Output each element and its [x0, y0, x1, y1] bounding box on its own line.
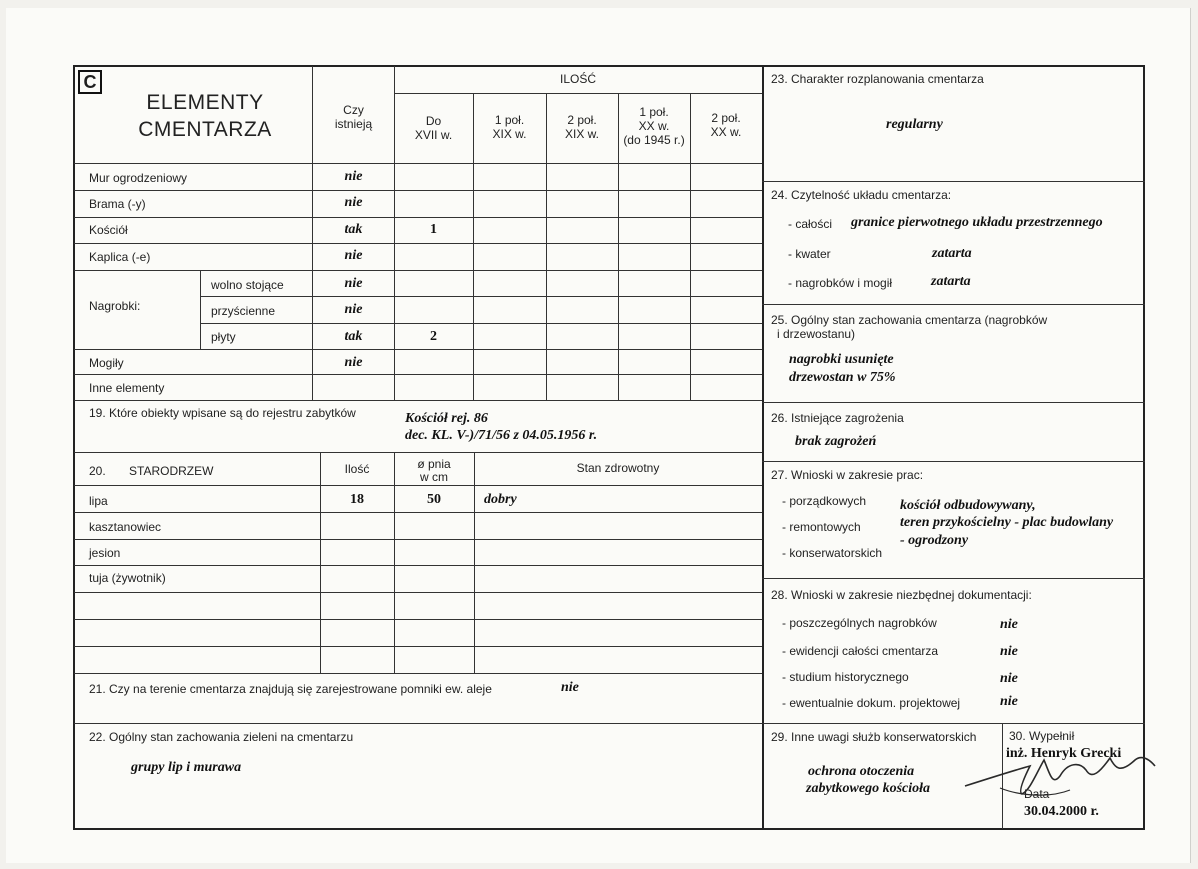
q30-name: inż. Henryk Grecki [1006, 746, 1122, 761]
row-line [74, 592, 762, 593]
col-line [394, 452, 395, 673]
q28-answer-studium: nie [1000, 671, 1018, 686]
row-label-kaplica: Kaplica (-e) [89, 250, 151, 264]
period-4-line1: 1 poł. [639, 105, 669, 119]
row-line [762, 578, 1145, 579]
q27-answer-line2: teren przykościelny - plac budowlany [900, 515, 1114, 530]
row-label-mogily: Mogiły [89, 356, 124, 370]
row-line [74, 452, 762, 453]
tree-name-jesion: jesion [89, 546, 121, 560]
row-line [74, 270, 762, 271]
q20-col-stan: Stan zdrowotny [576, 461, 660, 475]
q30-date-label: Data [1024, 787, 1050, 801]
q27-label: 27. Wnioski w zakresie prac: [771, 468, 924, 482]
q25-label-line1: 25. Ogólny stan zachowania cmentarza (nagrobków [771, 313, 1048, 327]
col-line [320, 452, 321, 673]
q27-answer-line3: - ogrodzony [900, 533, 969, 548]
row-line [762, 402, 1145, 403]
q22-answer: grupy lip i murawa [131, 760, 242, 775]
row-line [74, 512, 762, 513]
q23-answer: regularny [886, 117, 943, 132]
q20-number: 20. [89, 464, 106, 478]
answer-czy-kosciol: tak [344, 222, 363, 237]
row-line [74, 217, 762, 218]
period-1-line1: Do [425, 114, 442, 128]
q23-label: 23. Charakter rozplanowania cmentarza [771, 72, 984, 86]
q24-item-calosci: - całości [788, 217, 833, 231]
q28-answer-nagrobkow: nie [1000, 617, 1018, 632]
q21-answer: nie [561, 680, 579, 695]
q27-item-porzadkowych: - porządkowych [782, 494, 867, 508]
q19-label: 19. Które obiekty wpisane są do rejestru zabytków [89, 406, 356, 420]
answer-czy-mogily: nie [344, 355, 363, 370]
period-2-line1: 1 poł. [494, 113, 525, 127]
q27-item-konserwatorskich: - konserwatorskich [782, 546, 883, 560]
answer-czy-kaplica: nie [344, 248, 363, 263]
form-frame [73, 65, 1145, 830]
row-line [74, 646, 762, 647]
period-2-line2: XIX w. [492, 127, 527, 141]
q28-answer-projektowej: nie [1000, 694, 1018, 709]
q30-date: 30.04.2000 r. [1024, 804, 1099, 819]
q28-answer-ewidencji: nie [1000, 644, 1018, 659]
row-label-wolno-stojace: wolno stojące [211, 278, 284, 292]
section-title-line1: ELEMENTY [146, 91, 264, 114]
q24-answer-calosci: granice pierwotnego układu przestrzennego [851, 215, 1103, 230]
q22-label: 22. Ogólny stan zachowania zieleni na cmentarzu [89, 730, 354, 744]
q28-item-nagrobkow: - poszczególnych nagrobków [782, 616, 937, 630]
q27-item-remontowych: - remontowych [782, 520, 861, 534]
period-4-line3: (do 1945 r.) [623, 133, 685, 147]
period-4-line2: XX w. [638, 119, 670, 133]
answer-czy-plyty: tak [344, 329, 363, 344]
q24-item-kwater: - kwater [788, 247, 831, 261]
period-3-line2: XIX w. [564, 127, 599, 141]
q24-answer-nagrobkow: zatarta [931, 274, 971, 289]
row-label-nagrobki: Nagrobki: [89, 299, 141, 313]
col-line [690, 93, 691, 400]
row-line [74, 673, 762, 674]
tree-stan-lipa: dobry [484, 492, 517, 507]
row-line [394, 93, 762, 94]
period-5-line1: 2 poł. [711, 111, 741, 125]
row-line [762, 461, 1145, 462]
row-label-plyty: płyty [211, 330, 236, 344]
col-czy-line1: Czy [343, 103, 364, 117]
row-line [74, 400, 762, 401]
tree-name-lipa: lipa [89, 494, 108, 508]
row-line [74, 349, 762, 350]
row-label-przyscienne: przyścienne [211, 304, 276, 318]
q25-answer-line2: drzewostan w 75% [789, 370, 896, 385]
qty-plyty: 2 [430, 329, 437, 344]
q28-label: 28. Wnioski w zakresie niezbędnej dokumentacji: [771, 588, 1032, 602]
answer-czy-brama: nie [344, 195, 363, 210]
tree-name-kasztanowiec: kasztanowiec [89, 520, 162, 534]
col-ilosc: ILOŚĆ [559, 72, 596, 86]
period-5-line2: XX w. [710, 125, 742, 139]
tree-ilosc-lipa: 18 [350, 492, 364, 507]
row-line [762, 181, 1145, 182]
q29-answer-line1: ochrona otoczenia [808, 764, 915, 779]
q24-label: 24. Czytelność układu cmentarza: [771, 188, 952, 202]
col-line [200, 270, 201, 349]
row-line [200, 323, 762, 324]
row-line [74, 539, 762, 540]
q29-label: 29. Inne uwagi służb konserwatorskich [771, 730, 977, 744]
row-line [74, 243, 762, 244]
q20-col-ilosc: Ilość [344, 462, 370, 476]
q28-item-studium: - studium historycznego [782, 670, 909, 684]
period-1-line2: XVII w. [414, 128, 453, 142]
tree-name-tuja: tuja (żywotnik) [89, 571, 166, 585]
row-line [762, 304, 1145, 305]
q27-answer-line1: kościół odbudowywany, [900, 498, 1036, 513]
row-line [200, 296, 762, 297]
q28-item-projektowej: - ewentualnie dokum. projektowej [782, 696, 961, 710]
answer-czy-przyscienne: nie [344, 302, 363, 317]
q25-answer-line1: nagrobki usunięte [789, 352, 894, 367]
period-3-line1: 2 poł. [567, 113, 597, 127]
q25-label-line2: i drzewostanu) [777, 327, 856, 341]
col-line [474, 452, 475, 673]
q28-item-ewidencji: - ewidencji całości cmentarza [782, 644, 939, 658]
q29-answer-line2: zabytkowego kościoła [806, 781, 931, 796]
col-czy-line2: istnieją [334, 117, 373, 131]
signature-graphic [960, 740, 1160, 802]
row-label-brama: Brama (-y) [89, 197, 146, 211]
q20-col-pnia-line1: ø pnia [417, 457, 451, 471]
answer-czy-wolno-stojace: nie [344, 276, 363, 291]
q24-item-nagrobkow: - nagrobków i mogił [788, 276, 893, 290]
row-label-inne: Inne elementy [89, 381, 165, 395]
row-line [74, 619, 762, 620]
q26-label: 26. Istniejące zagrożenia [771, 411, 904, 425]
tree-pien-lipa: 50 [427, 492, 441, 507]
row-line [74, 485, 762, 486]
row-line [74, 723, 1145, 724]
q20-col-pnia-line2: w cm [420, 470, 448, 484]
q21-label: 21. Czy na terenie cmentarza znajdują się zarejestrowane pomniki ew. aleje [89, 682, 492, 696]
row-label-mur: Mur ogrodzeniowy [89, 171, 188, 185]
row-label-kosciol: Kościół [89, 223, 128, 237]
q26-answer: brak zagrożeń [795, 434, 877, 449]
row-line [74, 374, 762, 375]
section-letter-box: C [78, 70, 102, 94]
q19-answer-line1: Kościół rej. 86 [405, 411, 488, 426]
qty-kosciol: 1 [430, 222, 437, 237]
row-line [74, 163, 762, 164]
q30-label: 30. Wypełnił [1009, 729, 1075, 743]
answer-czy-mur: nie [344, 169, 363, 184]
q24-answer-kwater: zatarta [932, 246, 972, 261]
q20-title: STARODRZEW [129, 464, 214, 478]
row-line [74, 190, 762, 191]
row-line [74, 565, 762, 566]
q19-answer-line2: dec. KL. V-)/71/56 z 04.05.1956 r. [405, 428, 598, 443]
section-title-line2: CMENTARZA [138, 118, 272, 141]
